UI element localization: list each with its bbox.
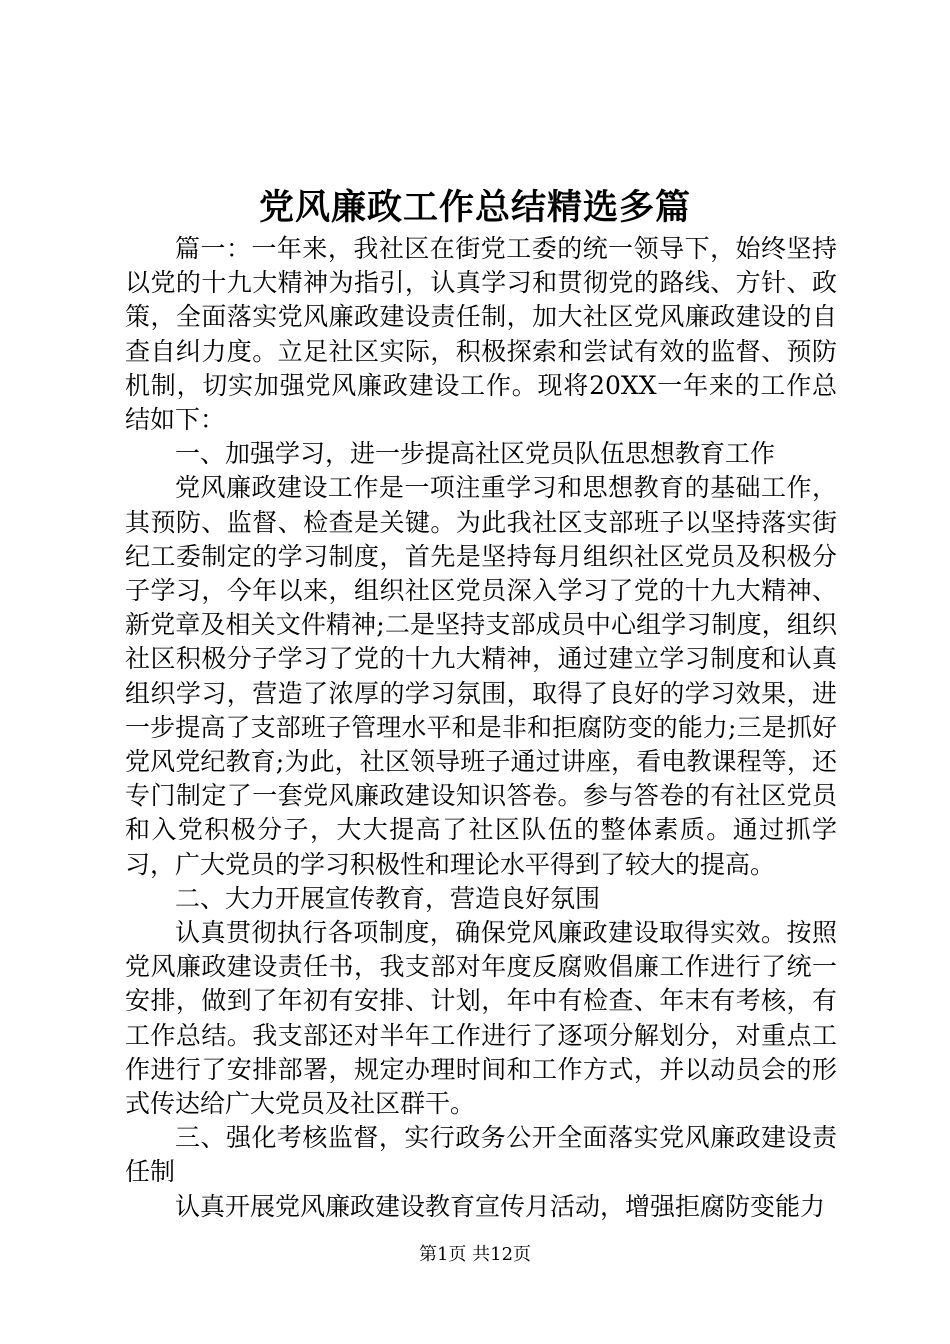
page-footer: 第1页 共12页 — [418, 1244, 532, 1265]
section-heading-1: 一、加强学习，进一步提高社区党员队伍思想教育工作 — [175, 439, 776, 469]
paragraph-section-3: 认真开展党风廉政建设教育宣传月活动，增强拒腐防变能力 — [175, 1191, 826, 1221]
paragraph-section-2: 认真贯彻执行各项制度，确保党风廉政建设取得实效。按照党风廉政建设责任书，我支部对年度反腐败倡廉工作进行了统一安排，做到了年初有安排、计划，年中有检查、年末有考核，有工作总结。我支部还对半年工作进行了逐项分解划分，对重点工作进行了安排部署，规定办理时间和工作方式，并以动员会的形式传达给广大党员及社区群干。 — [125, 918, 837, 1119]
section-heading-2: 二、大力开展宣传教育，营造良好氛围 — [175, 883, 601, 913]
paragraph-section-1: 党风廉政建设工作是一项注重学习和思想教育的基础工作，其预防、监督、检查是关键。为此我社区支部班子以坚持落实街纪工委制定的学习制度，首先是坚持每月组织社区党员及积极分子学习，今年以来，组织社区党员深入学习了党的十九大精神、新党章及相关文件精神;二是坚持支部成员中心组学习制度，组织社区积极分子学习了党的十九大精神，通过建立学习制度和认真组织学习，营造了浓厚的学习氛围，取得了良好的学习效果，进一步提高了支部班子管理水平和是非和拒腐防变的能力;三是抓好党风党纪教育;为此，社区领导班子通过讲座，看电教课程等，还专门制定了一套党风廉政建设知识答卷。参与答卷的有社区党员和入党积极分子，大大提高了社区队伍的整体素质。通过抓学习，广大党员的学习积极性和理论水平得到了较大的提高。 — [125, 473, 837, 879]
section-heading-3: 三、强化考核监督，实行政务公开全面落实党风廉政建设责任制 — [125, 1123, 837, 1187]
document-body — [125, 232, 837, 1224]
document-title: 党风廉政工作总结精选多篇 — [258, 187, 691, 228]
paragraph-intro: 篇一：一年来，我社区在街党工委的统一领导下，始终坚持以党的十九大精神为指引，认真学习和贯彻党的路线、方针、政策，全面落实党风廉政建设责任制，加大社区党风廉政建设的自查自纠力度。立足社区实际，积极探索和尝试有效的监督、预防机制，切实加强党风廉政建设工作。现将20XX一年来的工作总结如下： — [125, 234, 837, 435]
